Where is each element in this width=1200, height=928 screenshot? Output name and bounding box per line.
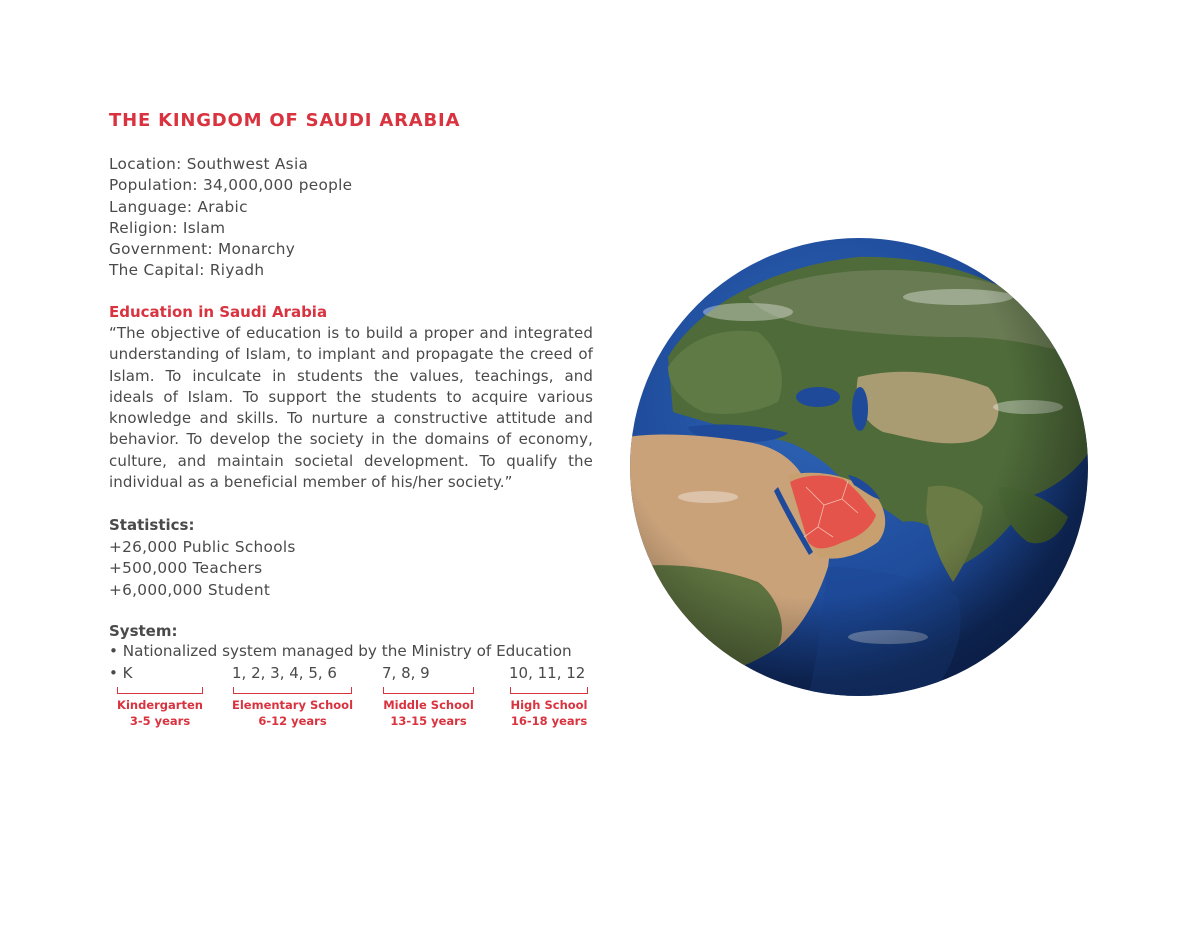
stat-schools: +26,000 Public Schools bbox=[109, 538, 296, 556]
stage-ages: 6-12 years bbox=[258, 713, 327, 728]
bracket-kindergarten bbox=[117, 687, 203, 694]
grades-high: 10, 11, 12 bbox=[509, 664, 586, 682]
stage-name: High School bbox=[510, 698, 588, 712]
globe-shading bbox=[630, 238, 1088, 696]
stage-ages: 16-18 years bbox=[510, 713, 588, 728]
grade-k: • K bbox=[109, 664, 133, 682]
fact-language: Language: Arabic bbox=[109, 197, 248, 216]
stat-teachers: +500,000 Teachers bbox=[109, 559, 263, 578]
stage-middle bbox=[374, 698, 483, 729]
stage-name: Elementary School bbox=[231, 698, 354, 712]
fact-location: Location: Southwest Asia bbox=[109, 155, 309, 173]
fact-government: Government: Monarchy bbox=[109, 240, 296, 259]
grades-elementary: 1, 2, 3, 4, 5, 6 bbox=[232, 664, 337, 682]
statistics-heading: Statistics: bbox=[109, 516, 195, 534]
stage-ages: 13-15 years bbox=[390, 713, 467, 728]
stage-high bbox=[499, 698, 599, 729]
earth-globe-image bbox=[628, 237, 1090, 697]
page-title: THE KINGDOM OF SAUDI ARABIA bbox=[109, 110, 461, 131]
fact-population: Population: 34,000,000 people bbox=[109, 176, 353, 195]
stage-elementary bbox=[222, 698, 363, 729]
bracket-middle bbox=[383, 687, 474, 694]
stage-name: Middle School bbox=[383, 698, 474, 712]
bracket-high bbox=[510, 687, 588, 694]
fact-religion: Religion: Islam bbox=[109, 218, 226, 237]
grades-middle: 7, 8, 9 bbox=[382, 664, 430, 682]
statistics-list bbox=[109, 537, 296, 601]
country-facts bbox=[109, 154, 352, 282]
education-heading: Education in Saudi Arabia bbox=[109, 303, 328, 321]
bracket-elementary bbox=[233, 687, 352, 694]
education-quote: “The objective of education is to build a proper and integrated understanding of Islam, to implant and propagate the creed of Islam. To inculcate in students the values, teachings, and ideals of Islam. To support the students to acquire various knowledge and skills. To nurture a constructive attitude and behavior. To develop the society in the domains of economy, culture, and maintain societal development. To qualify the individual as a beneficial member of his/her society.” bbox=[109, 324, 593, 492]
stage-ages: 3-5 years bbox=[129, 713, 191, 728]
stage-kindergarten bbox=[110, 698, 210, 729]
stat-students: +6,000,000 Student bbox=[109, 580, 271, 599]
stage-name: Kindergarten bbox=[117, 698, 203, 712]
fact-capital: The Capital: Riyadh bbox=[109, 261, 265, 280]
system-description: • Nationalized system managed by the Ministry of Education bbox=[109, 642, 572, 660]
system-heading: System: bbox=[109, 622, 178, 640]
